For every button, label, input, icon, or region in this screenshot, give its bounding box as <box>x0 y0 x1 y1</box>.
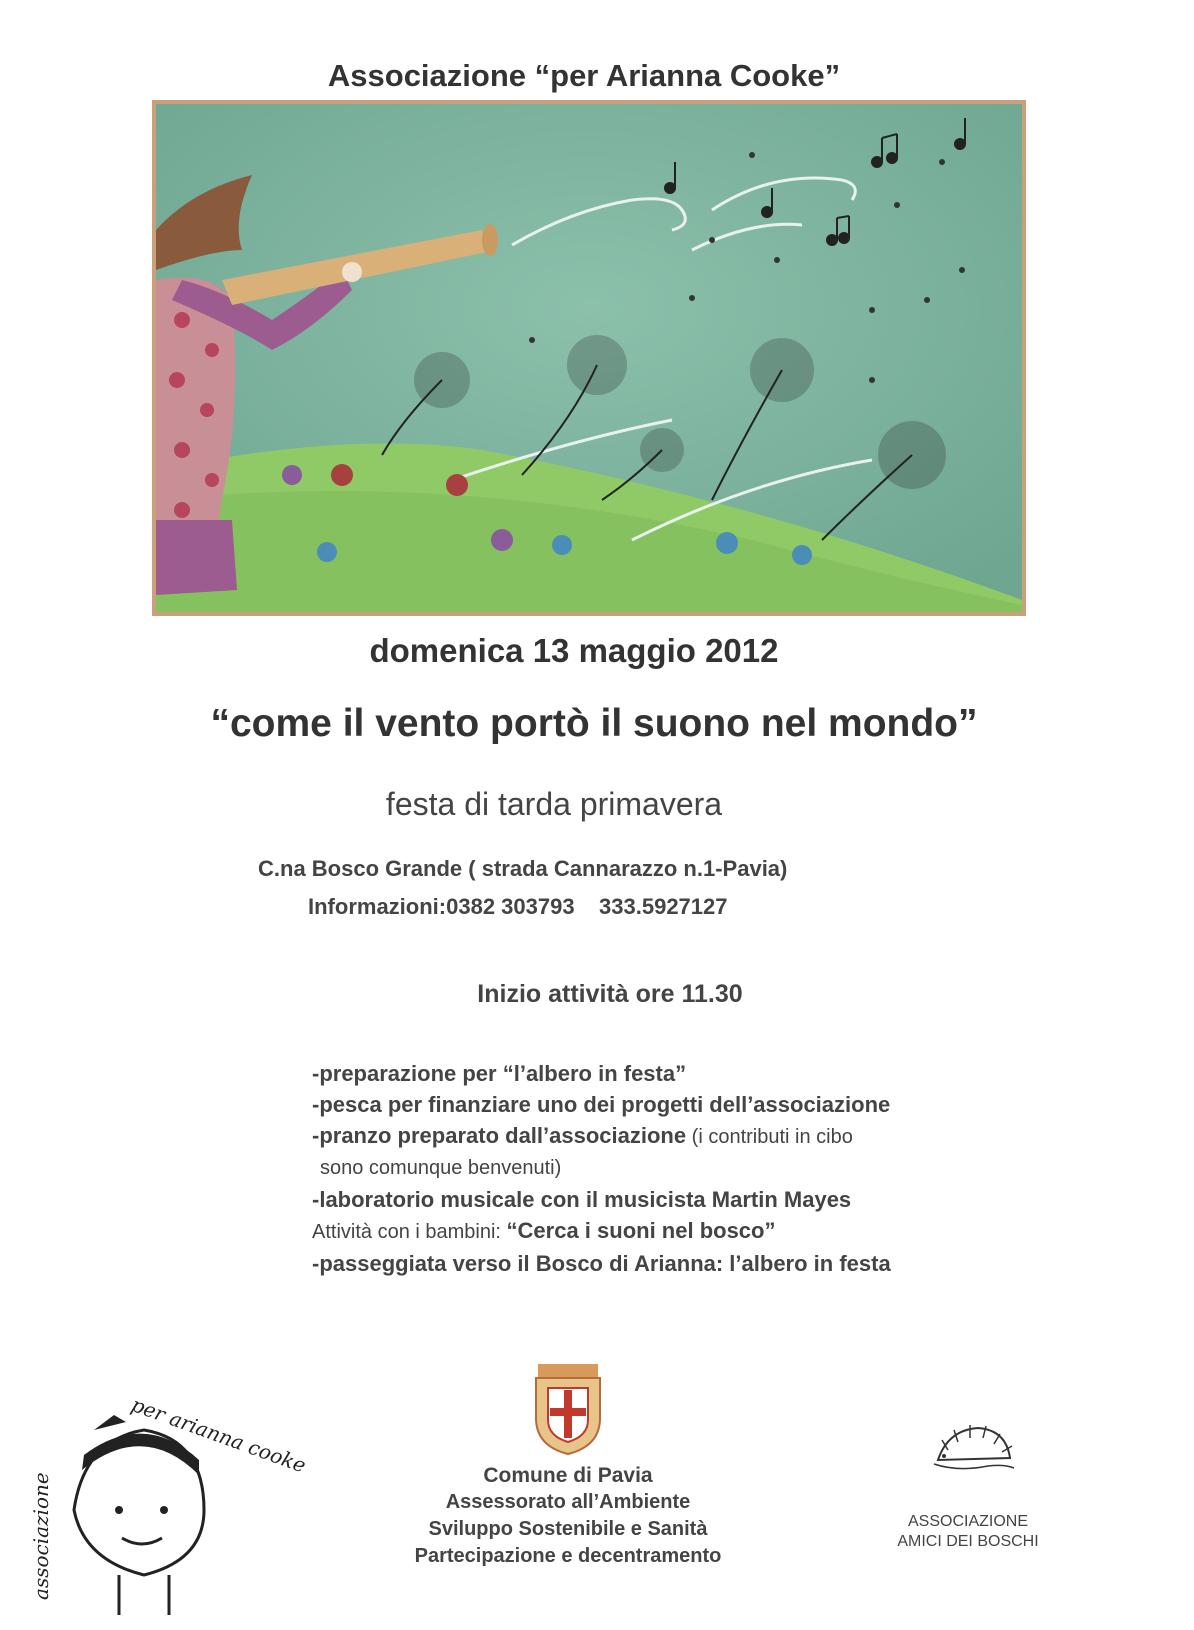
info-label: Informazioni: <box>308 894 447 919</box>
event-date: domenica 13 maggio 2012 <box>369 632 779 669</box>
start-time: Inizio attività ore 11.30 <box>477 980 743 1008</box>
pavia-crest-icon <box>528 1358 608 1458</box>
phone-1: 0382 303793 <box>446 894 575 919</box>
activity-item-continued: sono comunque benvenuti) <box>320 1157 562 1179</box>
activity-item <box>312 1215 891 1248</box>
activity-item: -laboratorio musicale con il musicista Martin Mayes <box>312 1187 852 1212</box>
assessorato: Assessorato all’Ambiente <box>445 1491 691 1513</box>
activity-item-bold: “Cerca i suoni nel bosco” <box>506 1218 776 1243</box>
comune-name: Comune di Pavia <box>483 1464 653 1487</box>
activity-item: -preparazione per “l’albero in festa” <box>312 1061 687 1086</box>
amici-line-2: AMICI DEI BOSCHI <box>897 1533 1039 1550</box>
activities-list <box>312 1058 891 1279</box>
hedgehog-icon <box>928 1420 1018 1480</box>
amici-dei-boschi <box>888 1512 1048 1552</box>
activity-item <box>312 1120 891 1153</box>
event-info <box>308 894 728 920</box>
activity-item: -pesca per finanziare uno dei progetti dell’associazione <box>312 1092 891 1117</box>
activity-item: -passeggiata verso il Bosco di Arianna: l’albero in festa <box>312 1251 891 1276</box>
phone-2: 333.5927127 <box>599 894 728 919</box>
logo-text-associazione: associazione <box>29 1472 53 1600</box>
activity-item-note: (i contributi in cibo <box>686 1126 853 1148</box>
poster-title: Associazione “per Arianna Cooke” <box>327 58 841 93</box>
event-address: C.na Bosco Grande ( strada Cannarazzo n.1-Pavia) <box>258 856 788 881</box>
event-subtitle: “come il vento portò il suono nel mondo” <box>210 702 978 745</box>
activity-item-bold: -pranzo preparato dall’associazione <box>312 1123 687 1148</box>
sviluppo: Sviluppo Sostenibile e Sanità <box>428 1518 708 1540</box>
amici-line-1: ASSOCIAZIONE <box>907 1513 1029 1530</box>
activity-item-label: Attività con i bambini: <box>312 1221 507 1243</box>
logo-text-arianna: per arianna cooke <box>128 1392 310 1478</box>
event-tagline: festa di tarda primavera <box>385 786 723 822</box>
partecipazione: Partecipazione e decentramento <box>414 1545 722 1567</box>
wind-music-illustration <box>152 100 1026 616</box>
